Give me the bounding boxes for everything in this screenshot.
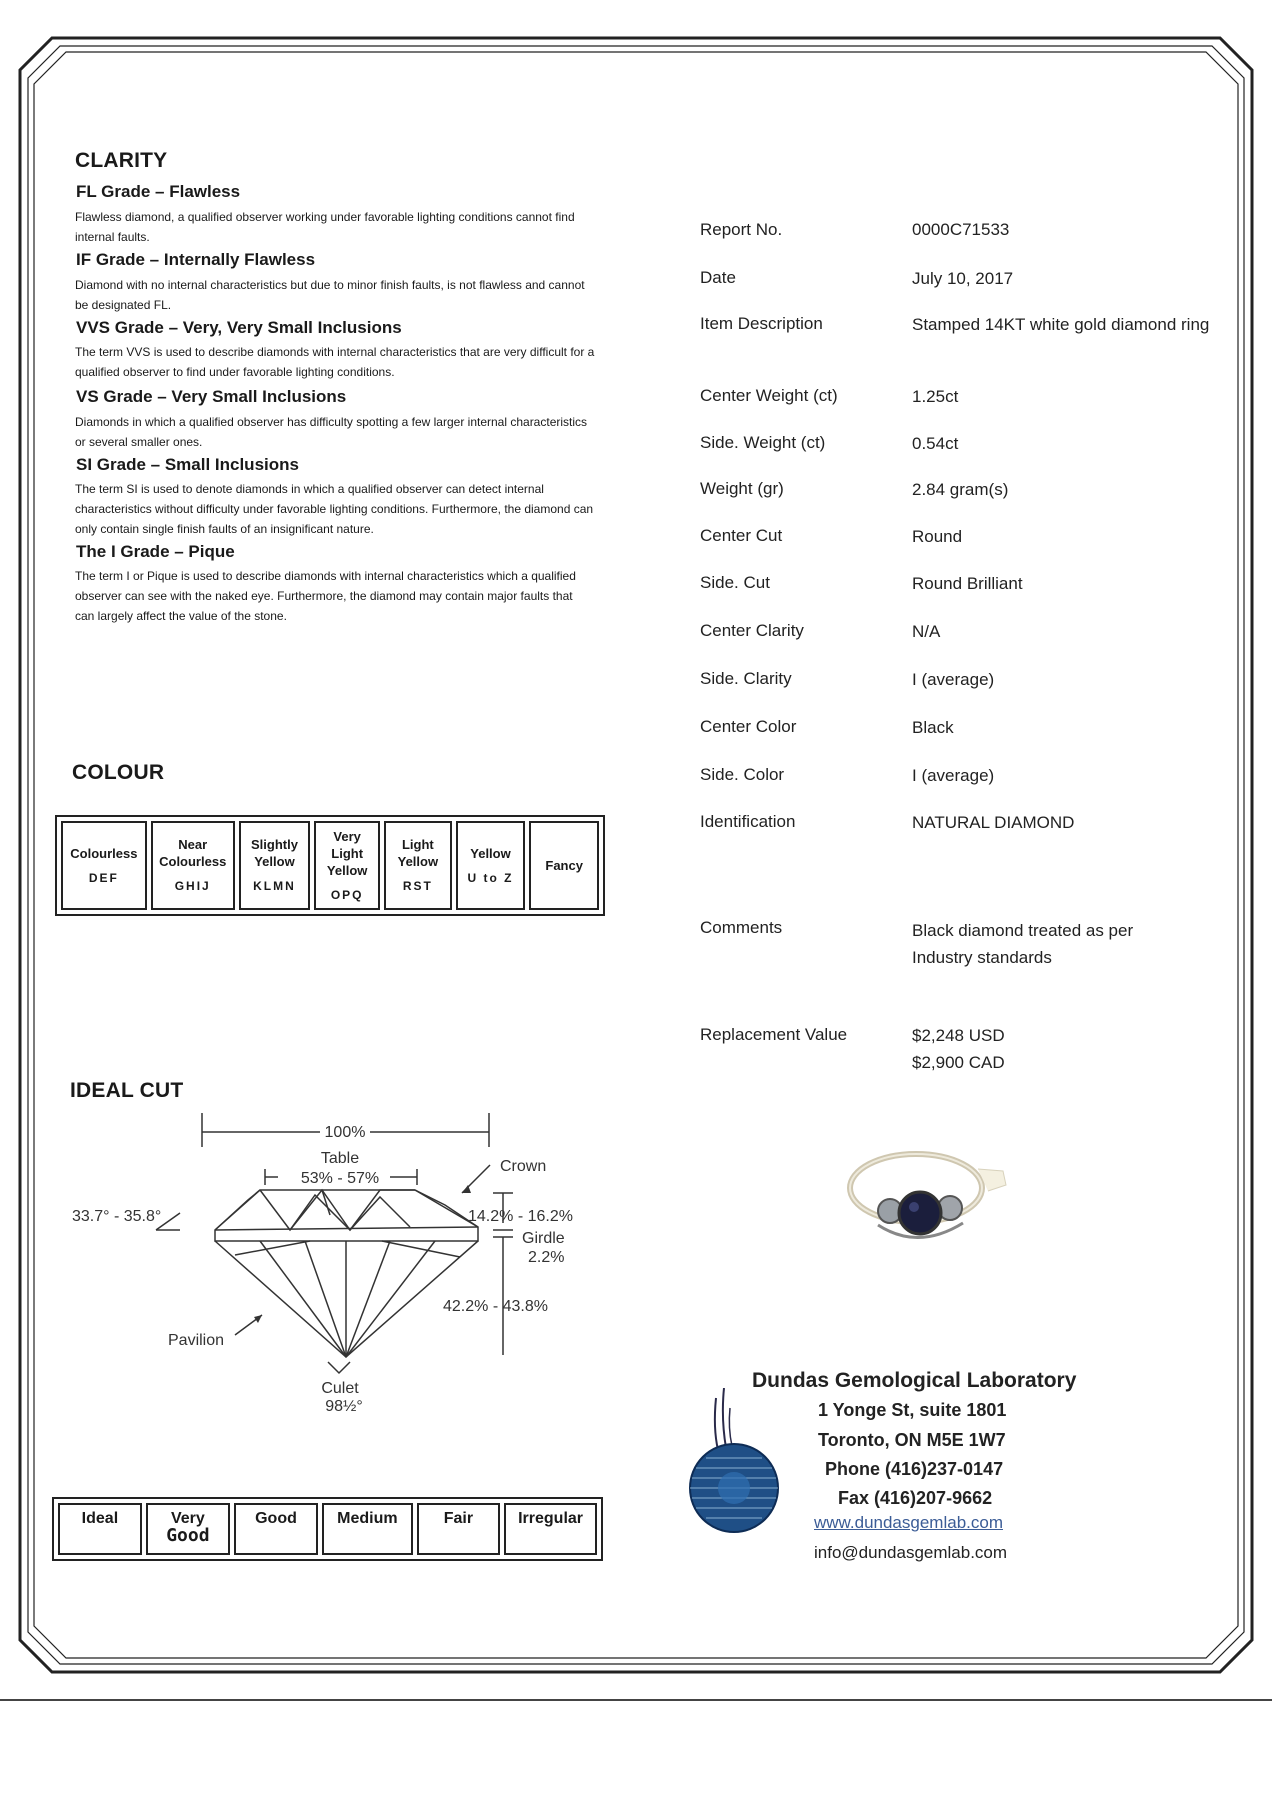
girdle-value-label: 2.2% (528, 1249, 565, 1266)
lab-fax: Fax (416)207-9662 (838, 1488, 993, 1508)
colour-cell-slightly-yellow (239, 821, 311, 910)
colour-cell-yellow (456, 821, 526, 910)
lab-name: Dundas Gemological Laboratory (752, 1369, 1077, 1392)
colour-cell-fancy (529, 821, 599, 910)
colour-code: RST (402, 879, 433, 893)
side-color-label: Side. Color (700, 765, 785, 784)
grade-vvs-desc: The term VVS is used to describe diamonds with internal characteristics that are very difficult for a qualified observer to find under favorable lighting conditions. (75, 345, 595, 379)
item-description-value: Stamped 14KT white gold diamond ring (912, 315, 1210, 334)
colour-scale-table (55, 815, 605, 916)
date-label: Date (700, 268, 736, 287)
ring-photo (838, 1133, 1028, 1258)
center-weight-value: 1.25ct (912, 387, 959, 406)
culet-angle-label: 98½° (325, 1398, 363, 1415)
pavilion-label: Pavilion (168, 1332, 225, 1349)
diamond-proportions-diagram (60, 1105, 580, 1425)
handwritten-good-mark: Good (166, 1525, 210, 1546)
table-label: Table (320, 1150, 360, 1167)
lab-address-line1: 1 Yonge St, suite 1801 (818, 1400, 1007, 1420)
cut-cell-fair: Fair (417, 1503, 500, 1555)
grade-si-desc: The term SI is used to denote diamonds in which a qualified observer can detect internal characteristics without difficulty under favorable lighting conditions. Furthermore, the diamond can only contain single finish faults of an insignificant nature. (75, 482, 594, 536)
colour-label: Light Yellow (397, 837, 439, 869)
cut-grade-table (52, 1497, 603, 1561)
colour-label: Fancy (545, 858, 583, 873)
weight-gr-label: Weight (gr) (700, 479, 784, 498)
center-color-value: Black (912, 718, 954, 737)
lab-phone: Phone (416)237-0147 (825, 1459, 1004, 1479)
grade-i-title: The I Grade – Pique (76, 542, 235, 561)
side-cut-value: Round Brilliant (912, 574, 1023, 593)
girdle-label: Girdle (522, 1230, 565, 1247)
lab-address-line2: Toronto, ON M5E 1W7 (818, 1430, 1006, 1450)
side-weight-label: Side. Weight (ct) (700, 433, 826, 452)
culet-label: Culet (321, 1380, 359, 1397)
colour-cell-very-light-yellow (314, 821, 380, 910)
colour-code: GHIJ (174, 879, 211, 893)
cut-cell-irregular: Irregular (504, 1503, 597, 1555)
pavilion-depth-label: 42.2% - 43.8% (443, 1298, 548, 1315)
lab-website-link[interactable]: www.dundasgemlab.com (814, 1513, 1003, 1532)
center-clarity-label: Center Clarity (700, 621, 804, 640)
report-no-value: 0000C71533 (912, 220, 1010, 239)
crown-angle-label: 33.7° - 35.8° (72, 1208, 162, 1225)
weight-gr-value: 2.84 gram(s) (912, 480, 1009, 499)
center-cut-label: Center Cut (700, 526, 783, 545)
colour-code: U to Z (467, 870, 514, 885)
ideal-cut-title: IDEAL CUT (70, 1079, 184, 1102)
colour-code: OPQ (330, 887, 364, 902)
side-clarity-value: I (average) (912, 670, 995, 689)
center-weight-label: Center Weight (ct) (700, 386, 838, 405)
colour-label: Yellow (470, 845, 511, 861)
grade-vs-title: VS Grade – Very Small Inclusions (76, 387, 347, 406)
colour-label: Colourless (70, 845, 138, 861)
side-weight-value: 0.54ct (912, 434, 959, 453)
identification-label: Identification (700, 812, 796, 831)
comments-value: Black diamond treated as per Industry standards (912, 921, 1134, 967)
report-no-label: Report No. (700, 220, 783, 239)
side-clarity-label: Side. Clarity (700, 669, 792, 688)
grade-i-desc: The term I or Pique is used to describe diamonds with internal characteristics which a qualified observer can see with the naked eye. Furthermore, the diamond may contain major faults that can largely affect the value of the stone. (75, 569, 576, 623)
replacement-value-usd: $2,248 USD (912, 1026, 1005, 1045)
grade-fl-desc: Flawless diamond, a qualified observer working under favorable lighting conditions cannot find internal faults. (75, 210, 575, 244)
colour-cell-colourless (61, 821, 147, 910)
colour-label: Very Light Yellow (326, 828, 368, 878)
replacement-value-label: Replacement Value (700, 1025, 848, 1044)
security-seal (686, 1388, 786, 1538)
colour-code: DEF (88, 870, 119, 885)
crown-label: Crown (500, 1158, 547, 1175)
width-label: 100% (324, 1124, 366, 1141)
grade-fl-title: FL Grade – Flawless (76, 182, 241, 201)
lab-email: info@dundasgemlab.com (814, 1543, 1008, 1562)
cut-cell-very-label: Very (170, 1510, 205, 1527)
cut-cell-good: Good (234, 1503, 318, 1555)
cut-cell-medium: Medium (322, 1503, 413, 1555)
table-range-label: 53% - 57% (300, 1170, 380, 1187)
grade-vs-desc: Diamonds in which a qualified observer has difficulty spotting a few larger internal characteristics or several smaller ones. (75, 415, 588, 449)
colour-label: Slightly Yellow (250, 837, 298, 869)
center-clarity-value: N/A (912, 622, 941, 641)
clarity-title: CLARITY (75, 149, 168, 172)
replacement-value-cad: $2,900 CAD (912, 1053, 1005, 1072)
grade-si-title: SI Grade – Small Inclusions (76, 455, 299, 474)
side-cut-label: Side. Cut (700, 573, 770, 592)
grade-vvs-title: VVS Grade – Very, Very Small Inclusions (76, 318, 402, 337)
colour-code: KLMN (253, 879, 296, 893)
cut-cell-very-good (146, 1503, 230, 1555)
side-color-value: I (average) (912, 766, 995, 785)
center-color-label: Center Color (700, 717, 797, 736)
grade-if-desc: Diamond with no internal characteristics but due to minor finish faults, is not flawless and cannot be designated FL. (75, 278, 585, 312)
comments-label: Comments (700, 918, 783, 937)
grade-if-title: IF Grade – Internally Flawless (76, 250, 316, 269)
crown-height-label: 14.2% - 16.2% (468, 1208, 573, 1225)
center-cut-value: Round (912, 527, 963, 546)
colour-cell-light-yellow (384, 821, 452, 910)
colour-label: Near Colourless (159, 837, 227, 869)
colour-cell-near-colourless (151, 821, 235, 910)
identification-value: NATURAL DIAMOND (912, 813, 1075, 832)
item-description-label: Item Description (700, 314, 823, 333)
colour-title: COLOUR (72, 761, 165, 784)
date-value: July 10, 2017 (912, 269, 1014, 288)
cut-cell-ideal: Ideal (58, 1503, 142, 1555)
